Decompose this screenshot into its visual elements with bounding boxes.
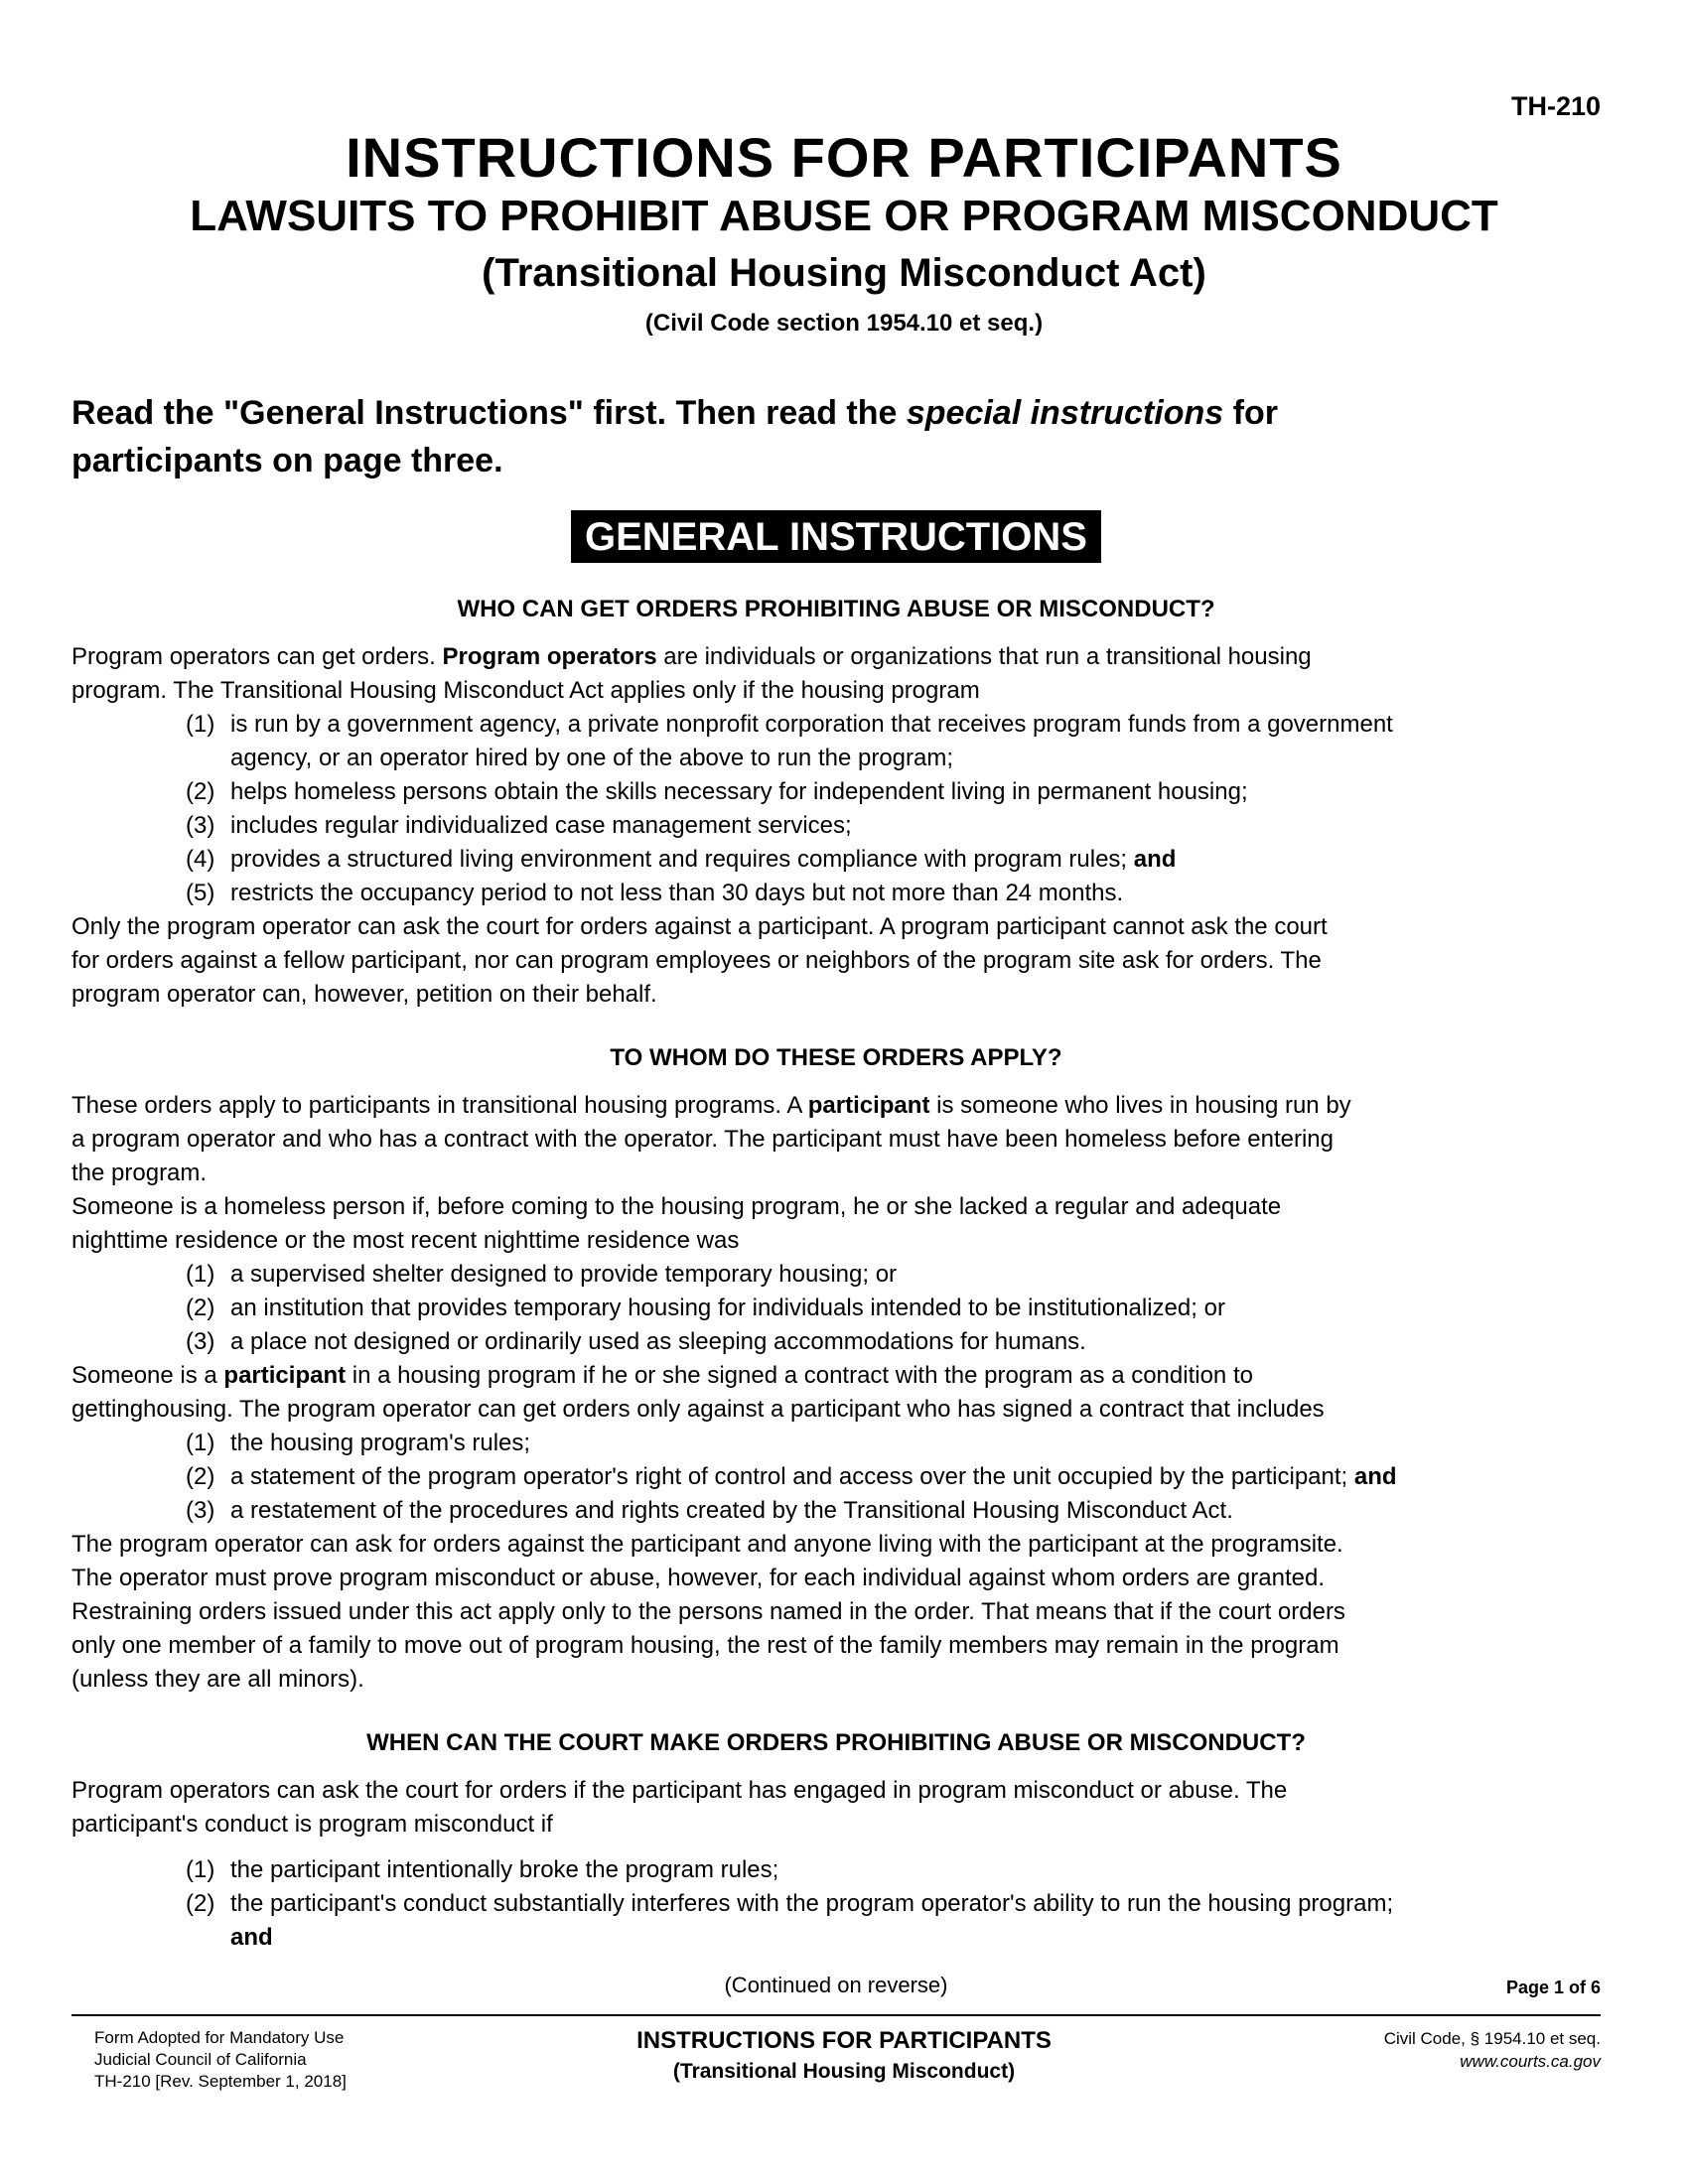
paragraph <box>71 1089 1601 1190</box>
act-title: (Transitional Housing Misconduct Act) <box>482 251 1206 295</box>
footer-right-block <box>1384 2027 1601 2073</box>
text-segment: Read the "General Instructions" first. Then read the <box>71 394 907 432</box>
banner-row <box>71 510 1601 563</box>
list-item <box>186 1292 1601 1325</box>
page-title: INSTRUCTIONS FOR PARTICIPANTS <box>346 126 1342 189</box>
list-item <box>186 1494 1601 1528</box>
item-number: (3) <box>186 812 215 839</box>
text-segment: is someone who lives in housing run by <box>929 1092 1351 1119</box>
page-number: Page 1 of 6 <box>1505 1978 1601 1997</box>
text-segment: program operator can, however, petition on their behalf. <box>71 981 657 1008</box>
list-item <box>186 843 1601 877</box>
text-segment: nighttime residence or the most recent nighttime residence was <box>71 1227 740 1254</box>
footer-website: www.courts.ca.gov <box>1460 2052 1601 2071</box>
text-segment: restricts the occupancy period to not less than 30 days but not more than 24 months. <box>230 880 1124 906</box>
list-item <box>186 1853 1601 1887</box>
list-item <box>186 1258 1601 1292</box>
paragraph <box>71 910 1601 1012</box>
footer-form-subtitle: (Transitional Housing Misconduct) <box>672 2060 1016 2083</box>
section-heading: WHO CAN GET ORDERS PROHIBITING ABUSE OR MISCONDUCT? <box>457 596 1215 622</box>
item-number: (2) <box>186 778 215 805</box>
text-segment: special instructions <box>906 394 1224 432</box>
item-number: (3) <box>186 1497 215 1524</box>
list-item <box>186 877 1601 910</box>
item-number: (5) <box>186 880 215 906</box>
text-segment: provides a structured living environment and requires compliance with program rules; <box>230 846 1134 873</box>
item-number: (2) <box>186 1295 215 1321</box>
item-number: (1) <box>186 1856 215 1883</box>
item-number: (4) <box>186 846 215 873</box>
paragraph <box>71 1190 1601 1258</box>
code-reference: (Civil Code section 1954.10 et seq.) <box>644 310 1044 337</box>
text-segment: Program operators can get orders. <box>71 643 443 670</box>
general-instructions-banner: GENERAL INSTRUCTIONS <box>571 510 1101 563</box>
sections-container <box>71 595 1601 1955</box>
item-number: (3) <box>186 1328 215 1355</box>
list-item <box>186 1325 1601 1359</box>
paragraph <box>71 1528 1601 1697</box>
numbered-list <box>71 1258 1601 1359</box>
text-segment: in a housing program if he or she signed a contract with the program as a condition to <box>346 1362 1253 1389</box>
list-item <box>186 809 1601 843</box>
footer-line: Form Adopted for Mandatory Use <box>94 2028 345 2047</box>
intro-text <box>71 389 1601 484</box>
text-segment: and <box>1353 1463 1397 1490</box>
text-segment: includes regular individualized case management services; <box>230 812 852 839</box>
paragraph <box>71 1359 1601 1427</box>
text-segment: for orders against a fellow participant, nor can program employees or neighbors of the program site ask for orders. The <box>71 947 1322 974</box>
text-segment: for <box>1223 394 1278 432</box>
text-segment: and <box>1133 846 1177 873</box>
list-item <box>186 1887 1601 1955</box>
list-item <box>186 708 1601 775</box>
numbered-list <box>71 1853 1601 1955</box>
text-segment: Only the program operator can ask the court for orders against a participant. A program participant cannot ask the court <box>71 913 1328 940</box>
text-segment: gettinghousing. The program operator can get orders only against a participant who has signed a contract that includes <box>71 1396 1325 1423</box>
text-segment: participants on page three. <box>71 442 503 479</box>
item-number: (2) <box>186 1890 215 1917</box>
form-content <box>0 389 1688 2000</box>
form-header <box>0 0 1688 345</box>
text-segment: Program operators can ask the court for orders if the participant has engaged in program misconduct or abuse. The <box>71 1777 1288 1804</box>
text-segment: a restatement of the procedures and rights created by the Transitional Housing Misconduct Act. <box>230 1497 1233 1524</box>
text-segment: Someone is a <box>71 1362 224 1389</box>
text-segment: a place not designed or ordinarily used as sleeping accommodations for humans. <box>230 1328 1086 1355</box>
form-code: TH-210 <box>1510 91 1601 121</box>
text-segment: a supervised shelter designed to provide temporary housing; or <box>230 1261 898 1288</box>
section-heading: WHEN CAN THE COURT MAKE ORDERS PROHIBITING ABUSE OR MISCONDUCT? <box>366 1729 1306 1756</box>
footer-civil-code: Civil Code, § 1954.10 et seq. <box>1383 2029 1601 2048</box>
text-segment: a program operator and who has a contract with the operator. The participant must have been homeless before entering <box>71 1126 1334 1153</box>
section-heading: TO WHOM DO THESE ORDERS APPLY? <box>610 1044 1062 1071</box>
numbered-list <box>71 1427 1601 1528</box>
item-number: (2) <box>186 1463 215 1490</box>
text-segment: the program. <box>71 1160 208 1186</box>
text-segment: Program operators <box>442 643 657 670</box>
list-item <box>186 1427 1601 1460</box>
text-segment: helps homeless persons obtain the skills necessary for independent living in permanent housing; <box>230 778 1248 805</box>
text-segment: only one member of a family to move out of program housing, the rest of the family members may remain in the program <box>71 1632 1339 1659</box>
text-segment: participant's conduct is program misconduct if <box>71 1811 553 1838</box>
text-segment: (unless they are all minors). <box>71 1666 364 1693</box>
text-segment: a statement of the program operator's right of control and access over the unit occupied by the participant; <box>230 1463 1354 1490</box>
text-segment: These orders apply to participants in transitional housing programs. A <box>71 1092 808 1119</box>
list-item <box>186 1460 1601 1494</box>
text-segment: Restraining orders issued under this act apply only to the persons named in the order. That means that if the court orders <box>71 1598 1345 1625</box>
paragraph <box>71 640 1601 708</box>
text-segment: the participant's conduct substantially interferes with the program operator's ability to run the housing program; <box>230 1890 1394 1917</box>
list-item <box>186 775 1601 809</box>
numbered-list <box>71 708 1601 910</box>
text-segment: an institution that provides temporary housing for individuals intended to be institutionalized; or <box>230 1295 1225 1321</box>
footer-line: Judicial Council of California <box>94 2050 307 2069</box>
paragraph <box>71 1774 1601 1842</box>
continued-note: (Continued on reverse) <box>724 1973 948 1997</box>
text-segment: agency, or an operator hired by one of the above to run the program; <box>230 745 954 771</box>
item-number: (1) <box>186 1261 215 1288</box>
text-segment: The program operator can ask for orders against the participant and anyone living with the participant at the programsite. <box>71 1531 1343 1558</box>
footer-form-title: INSTRUCTIONS FOR PARTICIPANTS <box>636 2027 1052 2054</box>
page-subtitle: LAWSUITS TO PROHIBIT ABUSE OR PROGRAM MISCONDUCT <box>190 192 1498 240</box>
text-segment: Someone is a homeless person if, before coming to the housing program, he or she lacked a regular and adequate <box>71 1193 1282 1220</box>
text-segment: is run by a government agency, a private nonprofit corporation that receives program funds from a government <box>230 711 1393 738</box>
text-segment: the participant intentionally broke the program rules; <box>230 1856 779 1883</box>
text-segment: The operator must prove program misconduct or abuse, however, for each individual against whom orders are granted. <box>71 1565 1325 1591</box>
item-number: (1) <box>186 1430 215 1456</box>
text-segment: participant <box>807 1092 930 1119</box>
footer-line: TH-210 [Rev. September 1, 2018] <box>94 2072 347 2091</box>
text-segment: the housing program's rules; <box>230 1430 531 1456</box>
text-segment: program. The Transitional Housing Misconduct Act applies only if the housing program <box>71 677 980 704</box>
text-segment: and <box>230 1924 273 1951</box>
text-segment: participant <box>223 1362 347 1389</box>
item-number: (1) <box>186 711 215 738</box>
footer-rule <box>71 2014 1601 2016</box>
text-segment: are individuals or organizations that run a transitional housing <box>656 643 1312 670</box>
